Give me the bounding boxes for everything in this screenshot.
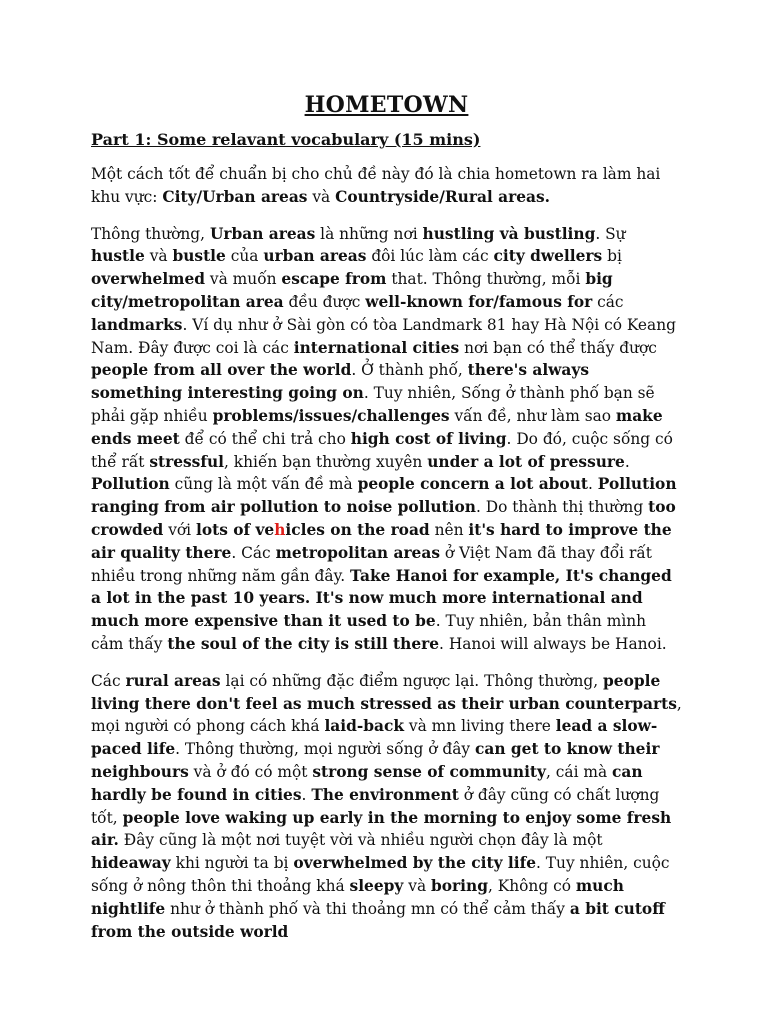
bold-phrase: overwhelmed [91, 270, 206, 289]
text-run: khi người ta bị [170, 854, 294, 873]
bold-phrase: Pollution ranging from air pollution to noise pollution [91, 475, 677, 517]
bold-phrase: landmarks [91, 315, 183, 334]
part-heading: Part 1: Some relavant vocabulary (15 mins) [91, 130, 481, 149]
text-run: nơi bạn có thể thấy được [459, 338, 657, 357]
text-run: . Tuy nhiên, cuộc sống ở nông thôn thi thoảng khá [91, 854, 670, 895]
bold-phrase: hustle [91, 247, 145, 266]
bold-phrase: people living there don't feel as much stressed as their urban counterparts [91, 671, 677, 713]
bold-phrase: make ends meet [91, 406, 663, 448]
text-run: và ở đó có một [188, 762, 313, 781]
text-run: . Do thành thị thường [475, 498, 649, 517]
text-run: và [144, 247, 173, 266]
text-run: Đây cũng là một nơi tuyệt vời và nhiều người chọn đây là một [118, 831, 603, 850]
bold-phrase: h [274, 520, 286, 539]
text-run: . Ví dụ như ở Sài gòn có tòa Landmark 81 hay Hà Nội có Keang Nam. Đây được coi là các [91, 315, 676, 357]
bold-phrase: laid-back [324, 717, 405, 736]
text-run: ở đây cũng có chất lượng tốt, [91, 785, 660, 827]
bold-phrase: international cities [293, 338, 460, 357]
text-run: . Hanoi will always be Hanoi. [439, 634, 667, 653]
text-run: Thông thường, [91, 224, 210, 243]
bold-phrase: high cost of living [350, 429, 507, 448]
text-run: và muốn [205, 270, 282, 289]
text-run: nên [429, 520, 469, 539]
bold-phrase: bustle [172, 247, 226, 266]
text-run: , Không có [487, 876, 576, 895]
bold-phrase: lots of ve [195, 520, 275, 539]
bold-phrase: escape from [281, 270, 387, 289]
bold-phrase: the soul of the city is still there [167, 634, 440, 653]
text-run: bị [602, 247, 622, 266]
bold-phrase: Urban areas [209, 224, 316, 243]
bold-phrase: city dwellers [493, 247, 603, 266]
bold-phrase: people from all over the world [91, 361, 352, 380]
text-run: . Ở thành phố, [351, 361, 468, 380]
text-run: . Do đó, cuộc sống có thể rất [91, 429, 673, 471]
text-run: ở Việt Nam đã thay đổi rất nhiều trong những năm gần đây. [91, 543, 652, 585]
text-run: là những nơi [315, 224, 423, 243]
bold-phrase: Take Hanoi for example, It's changed a lot in the past 10 years. It's now much more international and much more expensive than it used to be [91, 566, 672, 631]
text-run: và [403, 876, 432, 895]
paragraph-1 [91, 163, 682, 209]
text-run: lại có những đặc điểm ngược lại. Thông thường, [220, 671, 604, 690]
bold-phrase: boring [431, 876, 488, 895]
bold-phrase: rural areas [125, 671, 221, 690]
text-run: that. Thông thường, mỗi [386, 270, 586, 289]
text-run: và [307, 187, 336, 206]
text-run: và mn living there [404, 717, 556, 736]
bold-phrase: it's hard to improve the air quality there [91, 520, 672, 562]
bold-phrase: under a lot of pressure [427, 452, 625, 471]
bold-phrase: metropolitan areas [275, 543, 440, 562]
paragraph-3 [91, 670, 682, 944]
bold-phrase: lead a slow-paced life [91, 717, 658, 759]
text-run: đôi lúc làm các [366, 247, 494, 266]
bold-phrase: can get to know their neighbours [91, 740, 660, 781]
bold-phrase: people love waking up early in the morning to enjoy some fresh air. [91, 808, 672, 850]
text-run: để có thể chi trả cho [179, 429, 351, 448]
bold-phrase: The environment [311, 785, 459, 804]
bold-phrase: strong sense of community [312, 762, 546, 781]
bold-phrase: Countryside/Rural areas. [335, 187, 550, 206]
bold-phrase: icles on the road [285, 520, 430, 539]
bold-phrase: hustling và bustling [422, 224, 596, 243]
text-run: với [163, 520, 196, 539]
bold-phrase: hideaway [91, 854, 171, 873]
text-run: . [301, 785, 312, 804]
bold-phrase: City/Urban areas [162, 187, 308, 206]
bold-phrase: people concern a lot about [357, 475, 588, 494]
paragraph-2 [91, 223, 682, 656]
text-run: , mọi người có phong cách khá [91, 694, 682, 736]
text-run: , khiến bạn thường xuyên [224, 452, 428, 471]
text-run: như ở thành phố và thi thoảng mn có thể cảm thấy [165, 899, 570, 918]
text-run: đều được [283, 292, 366, 311]
text-run: cũng là một vấn đề mà [169, 475, 358, 494]
text-run: . Các [231, 543, 276, 562]
text-run: . Thông thường, mọi người sống ở đây [175, 740, 476, 759]
bold-phrase: there's always something interesting going on [91, 361, 590, 403]
text-run: các [592, 292, 624, 311]
bold-phrase: urban areas [263, 247, 367, 266]
text-run: của [225, 247, 264, 266]
text-run: Một cách tốt để chuẩn bị cho chủ đề này đó là chia hometown ra làm hai khu vực: [91, 165, 661, 206]
text-run: . Sự [595, 224, 626, 243]
bold-phrase: problems/issues/challenges [212, 406, 450, 425]
bold-phrase: much nightlife [91, 876, 624, 918]
bold-phrase: overwhelmed by the city life [293, 854, 536, 873]
text-run: . [588, 475, 598, 494]
text-run: . Tuy nhiên, bản thân mình cảm thấy [91, 612, 647, 653]
bold-phrase: sleepy [349, 876, 404, 895]
text-run: vấn đề, như làm sao [449, 406, 616, 425]
bold-phrase: stressful [149, 452, 224, 471]
text-run: , cái mà [545, 762, 613, 781]
bold-phrase: a bit cutoff from the outside world [91, 899, 665, 941]
text-run: Các [91, 671, 126, 690]
bold-phrase: well-known for/famous for [365, 292, 593, 311]
text-run: . [624, 452, 630, 471]
text-run: . Tuy nhiên, Sống ở thành phố bạn sẽ phải gặp nhiều [91, 384, 655, 425]
bold-phrase: can hardly be found in cities [91, 762, 643, 804]
bold-phrase: big city/metropolitan area [91, 270, 613, 311]
bold-phrase: too crowded [91, 498, 676, 539]
document-body [91, 163, 682, 943]
bold-phrase: Pollution [91, 475, 170, 494]
page-title: HOMETOWN [304, 92, 469, 118]
